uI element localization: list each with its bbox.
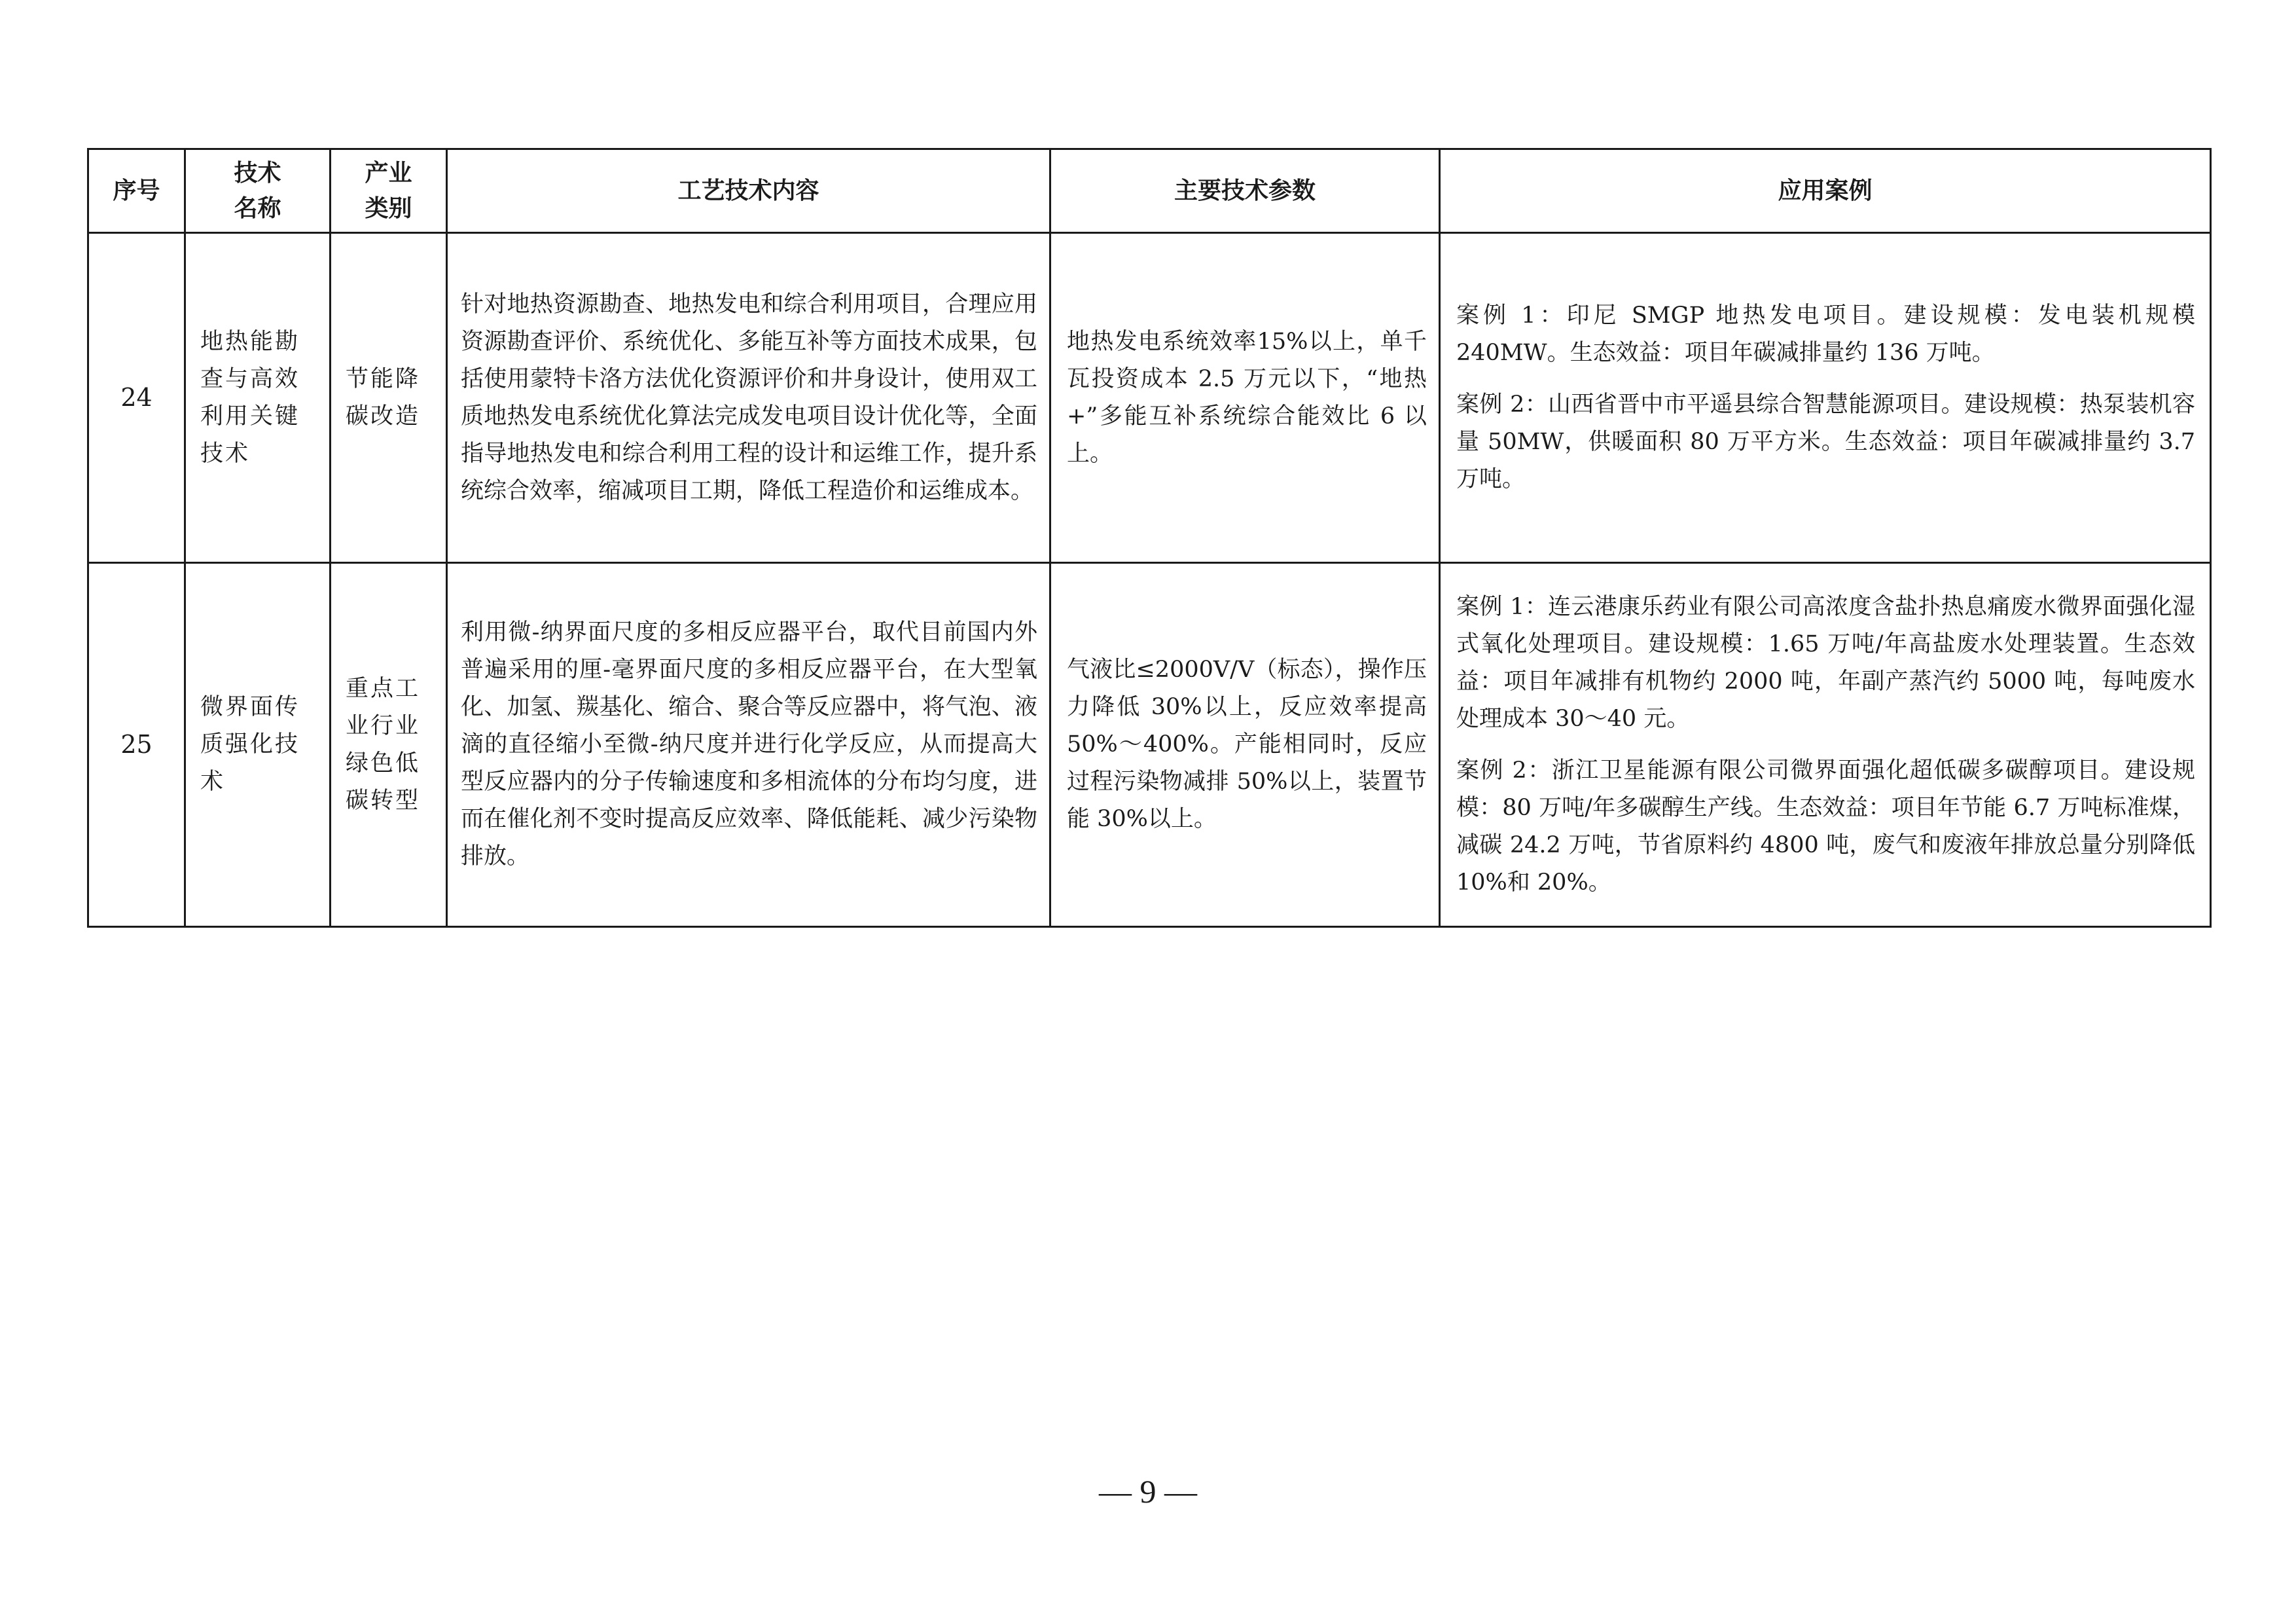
- header-params-label: 主要技术参数: [1174, 177, 1316, 204]
- table-row: [88, 563, 2211, 927]
- cell-application-cases: [1440, 233, 2211, 563]
- page-number: — 9 —: [1099, 1473, 1197, 1510]
- table-row: [88, 233, 2211, 563]
- table-header-row: [88, 149, 2211, 233]
- cell-process-content: 针对地热资源勘查、地热发电和综合利用项目，合理应用资源勘查评价、系统优化、多能互补等方面技术成果，包括使用蒙特卡洛方法优化资源评价和井身设计，使用双工质地热发电系统优化算法完成发电项目设计优化等，全面指导地热发电和综合利用工程的设计和运维工作，提升系统综合效率，缩减项目工期，降低工程造价和运维成本。: [447, 233, 1050, 563]
- cell-tech-params: 气液比≤2000V/V（标态），操作压力降低 30%以上，反应效率提高 50%～400%。产能相同时，反应过程污染物减排 50%以上，装置节能 30%以上。: [1050, 563, 1440, 927]
- cell-tech-name: 地热能勘查与高效利用关键技术: [185, 233, 331, 563]
- cell-category: 节能降碳改造: [331, 233, 447, 563]
- header-category-line-1: 产业: [365, 159, 412, 187]
- header-params: [1050, 149, 1440, 233]
- cell-category: 重点工业行业绿色低碳转型: [331, 563, 447, 927]
- header-name-line-2: 名称: [234, 194, 281, 222]
- header-content: [447, 149, 1050, 233]
- cell-seq: 24: [88, 233, 185, 563]
- case-paragraph: 案例 1：印尼 SMGP 地热发电项目。建设规模：发电装机规模 240MW。生态效益：项目年碳减排量约 136 万吨。: [1456, 302, 2195, 366]
- technology-table: [87, 148, 2212, 928]
- cell-tech-params: 地热发电系统效率15%以上，单千瓦投资成本 2.5 万元以下，“地热+”多能互补系统综合能效比 6 以上。: [1050, 233, 1440, 563]
- header-name-line-1: 技术: [234, 159, 281, 187]
- cell-application-cases: [1440, 563, 2211, 927]
- case-paragraph: 案例 1：连云港康乐药业有限公司高浓度含盐扑热息痛废水微界面强化湿式氧化处理项目。建设规模：1.65 万吨/年高盐废水处理装置。生态效益：项目年减排有机物约 2000 吨，年副产蒸汽约 5000 吨，每吨废水处理成本 30～40 元。: [1456, 593, 2195, 732]
- case-paragraph: 案例 2：浙江卫星能源有限公司微界面强化超低碳多碳醇项目。建设规模：80 万吨/年多碳醇生产线。生态效益：项目年节能 6.7 万吨标准煤，减碳 24.2 万吨，节省原料约 4800 吨，废气和废液年排放总量分别降低 10%和 20%。: [1456, 757, 2195, 896]
- header-name: [185, 149, 331, 233]
- cell-seq: 25: [88, 563, 185, 927]
- header-category: [331, 149, 447, 233]
- header-seq: [88, 149, 185, 233]
- cell-tech-name: 微界面传质强化技术: [185, 563, 331, 927]
- header-cases-label: 应用案例: [1778, 177, 1873, 204]
- header-content-label: 工艺技术内容: [677, 177, 819, 204]
- cell-process-content: 利用微-纳界面尺度的多相反应器平台，取代目前国内外普遍采用的厘-毫界面尺度的多相反应器平台，在大型氧化、加氢、羰基化、缩合、聚合等反应器中，将气泡、液滴的直径缩小至微-纳尺度并进行化学反应，从而提高大型反应器内的分子传输速度和多相流体的分布均匀度，进而在催化剂不变时提高反应效率、降低能耗、减少污染物排放。: [447, 563, 1050, 927]
- case-paragraph: 案例 2：山西省晋中市平遥县综合智慧能源项目。建设规模：热泵装机容量 50MW，供暖面积 80 万平方米。生态效益：项目年碳减排量约 3.7 万吨。: [1456, 392, 2195, 492]
- header-seq-label: 序号: [113, 177, 160, 204]
- header-cases: [1440, 149, 2211, 233]
- header-category-line-2: 类别: [365, 194, 412, 222]
